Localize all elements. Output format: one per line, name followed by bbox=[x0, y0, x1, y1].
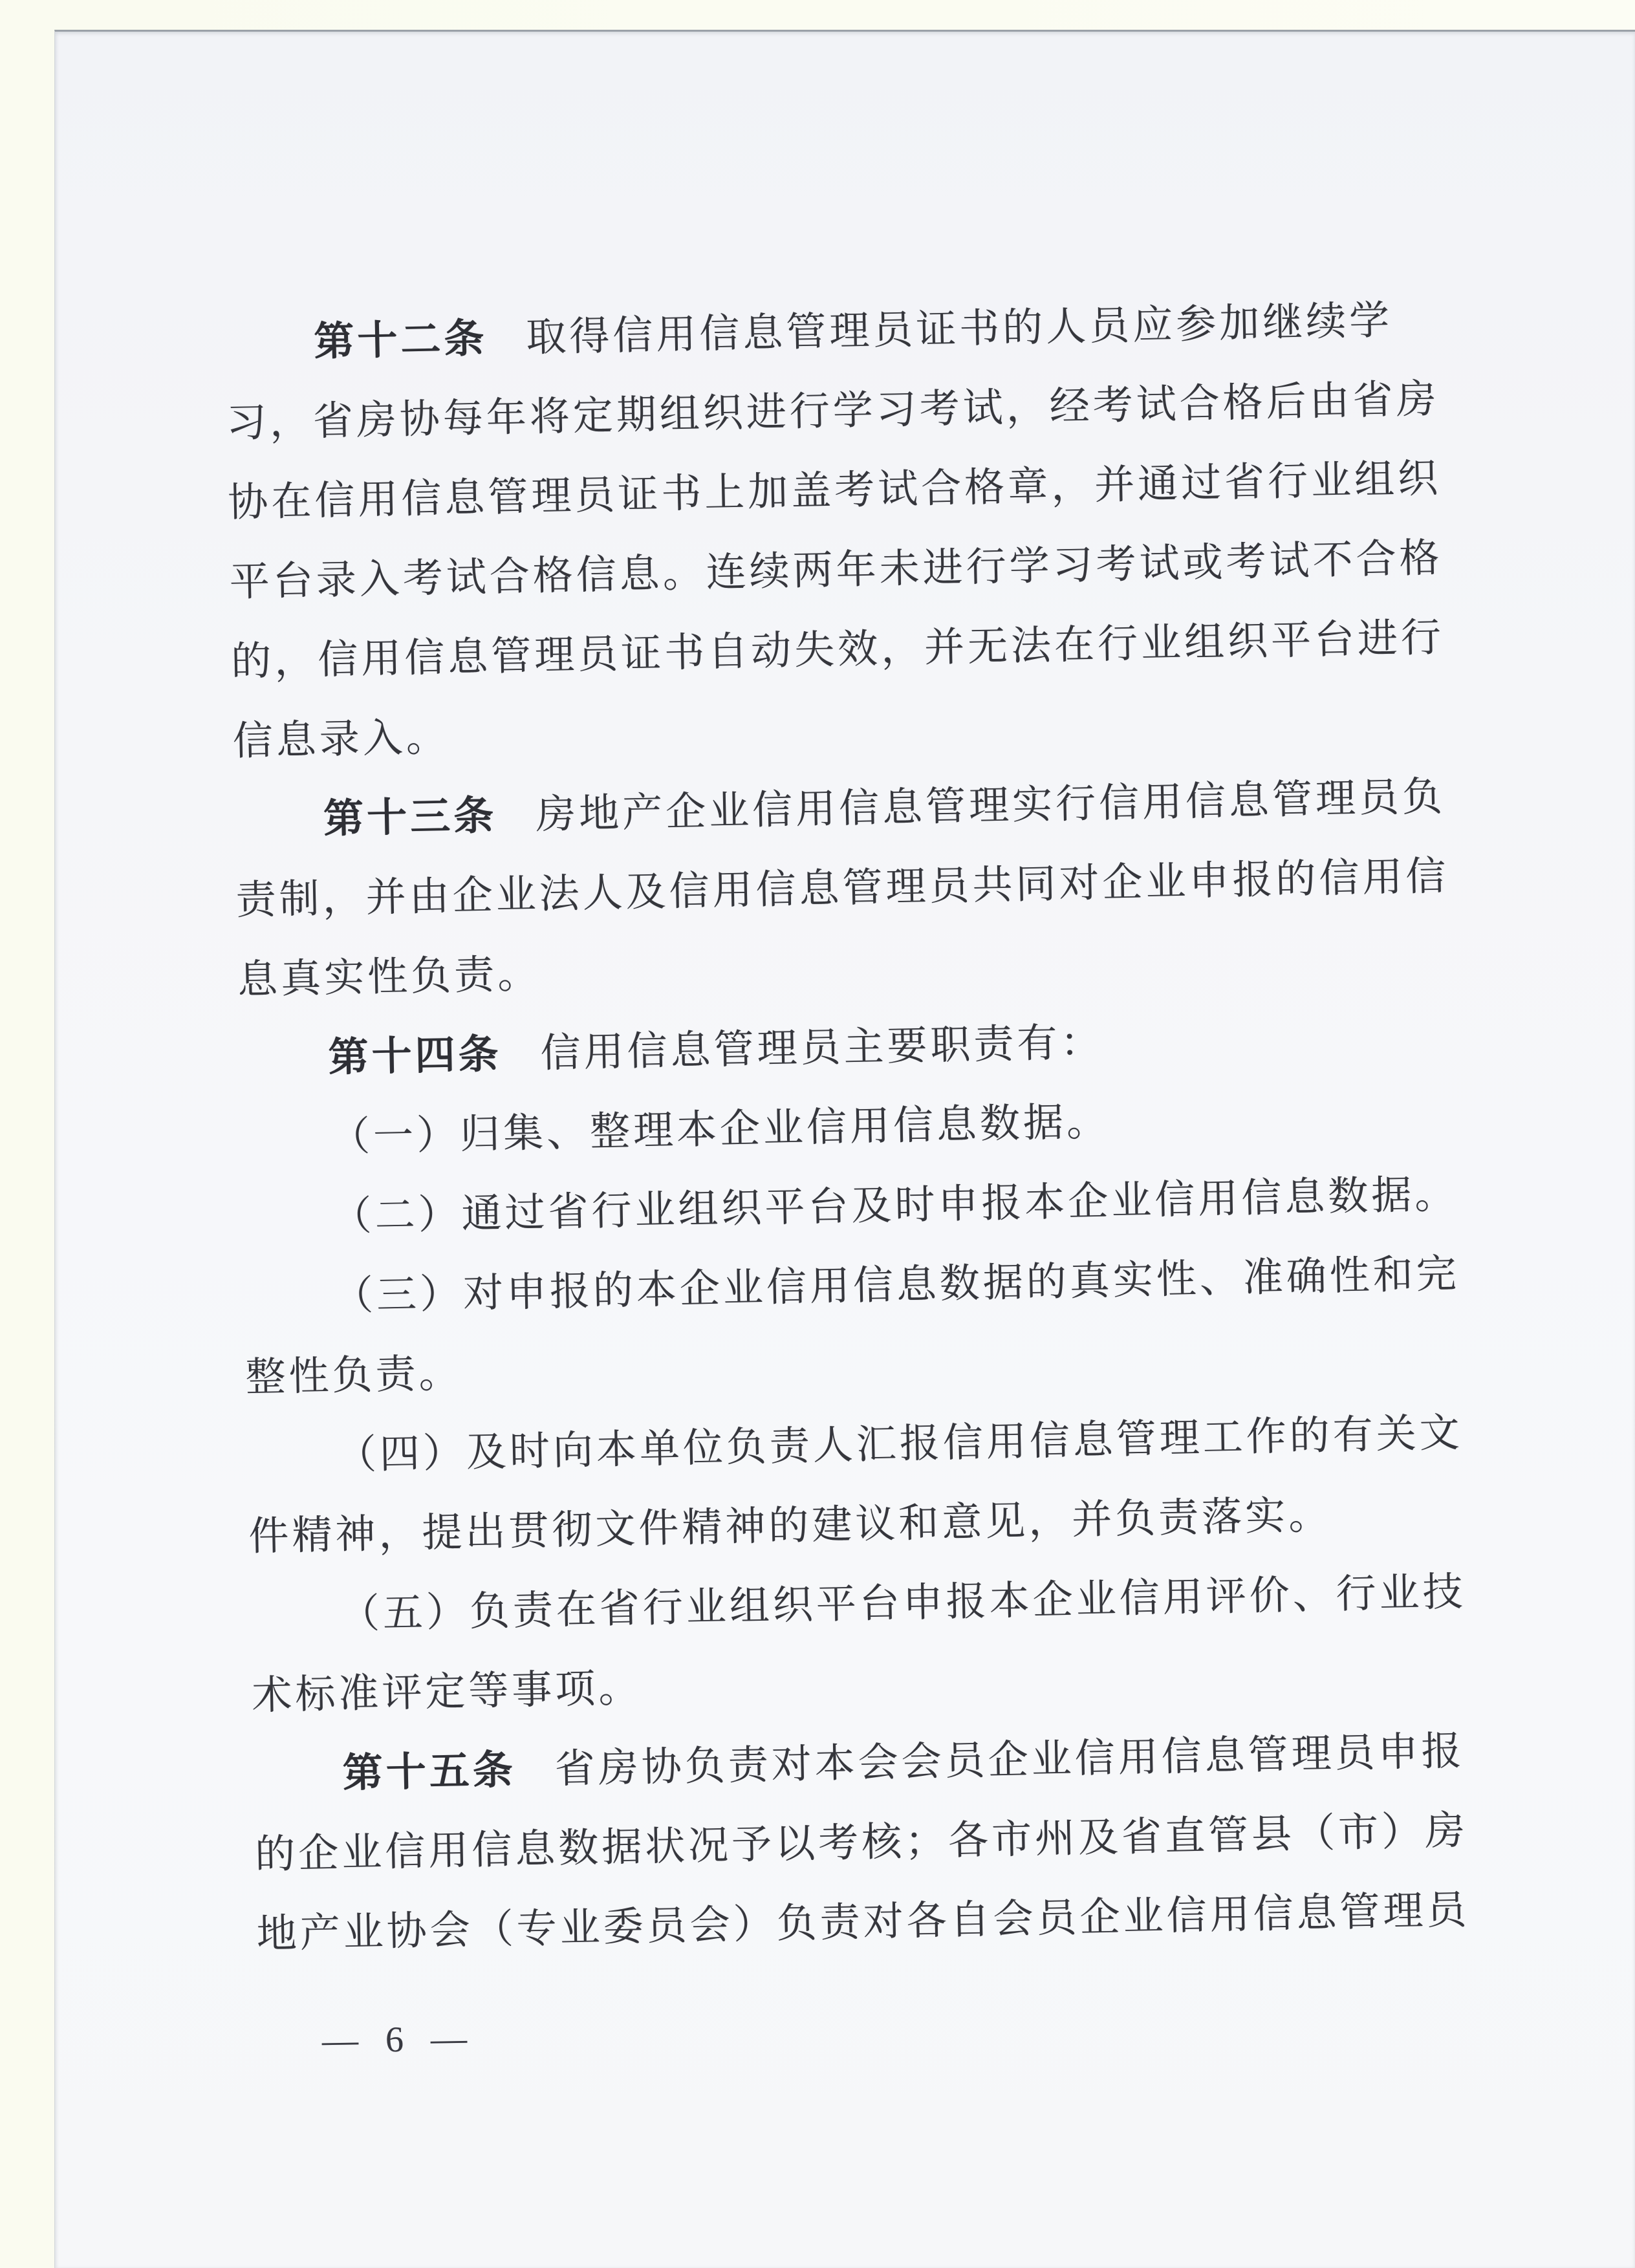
line-text: 的企业信用信息数据状况予以考核；各市州及省直管县（市）房 bbox=[254, 1809, 1469, 1877]
line-text: 信用信息管理员主要职责有： bbox=[539, 1021, 1105, 1076]
line-text: （二）通过省行业组织平台及时申报本企业信用信息数据。 bbox=[330, 1172, 1458, 1240]
line-text: （三）对申报的本企业信用信息数据的真实性、准确性和完 bbox=[332, 1252, 1460, 1319]
line-text: 责制，并由企业法人及信用信息管理员共同对企业申报的信用信 bbox=[235, 854, 1450, 923]
line-text: 件精神，提出贯彻文件精神的建议和意见，并负责落实。 bbox=[248, 1493, 1332, 1559]
article-number: 第十三条 bbox=[323, 794, 497, 842]
line-text: 平台录入考试合格信息。连续两年未进行学习考试或考试不合格 bbox=[229, 536, 1444, 605]
line-text: 地产业协会（专业委员会）负责对各自会员企业信用信息管理员 bbox=[256, 1888, 1471, 1957]
page-number: — 6 — bbox=[321, 2018, 477, 2061]
line-text: 取得信用信息管理员证书的人员应参加继续学 bbox=[525, 298, 1393, 360]
line-text: 息真实性负责。 bbox=[237, 952, 541, 1002]
article-number: 第十四条 bbox=[328, 1032, 503, 1081]
line-text: 的，信用信息管理员证书自动失效，并无法在行业组织平台进行 bbox=[230, 616, 1445, 685]
line-text: 协在信用信息管理员证书上加盖考试合格章，并通过省行业组织 bbox=[227, 457, 1442, 526]
article-number: 第十五条 bbox=[342, 1748, 517, 1796]
line-text: 习，省房协每年将定期组织进行学习考试，经考试合格后由省房 bbox=[226, 377, 1440, 446]
document-text bbox=[224, 280, 1475, 1974]
line-text: 房地产企业信用信息管理实行信用信息管理员负 bbox=[535, 775, 1446, 837]
article-number: 第十二条 bbox=[313, 317, 488, 365]
line-text: 整性负责。 bbox=[244, 1352, 463, 1400]
line-text: 省房协负责对本会会员企业信用信息管理员申报 bbox=[554, 1729, 1466, 1792]
line-text: 术标准评定等事项。 bbox=[251, 1666, 643, 1718]
line-text: 信息录入。 bbox=[232, 715, 450, 764]
line-text: （五）负责在省行业组织平台申报本企业信用评价、行业技 bbox=[339, 1570, 1467, 1637]
line-text: （一）归集、整理本企业信用信息数据。 bbox=[329, 1099, 1110, 1160]
line-text: （四）及时向本单位负责人汇报信用信息管理工作的有关文 bbox=[336, 1411, 1464, 1478]
